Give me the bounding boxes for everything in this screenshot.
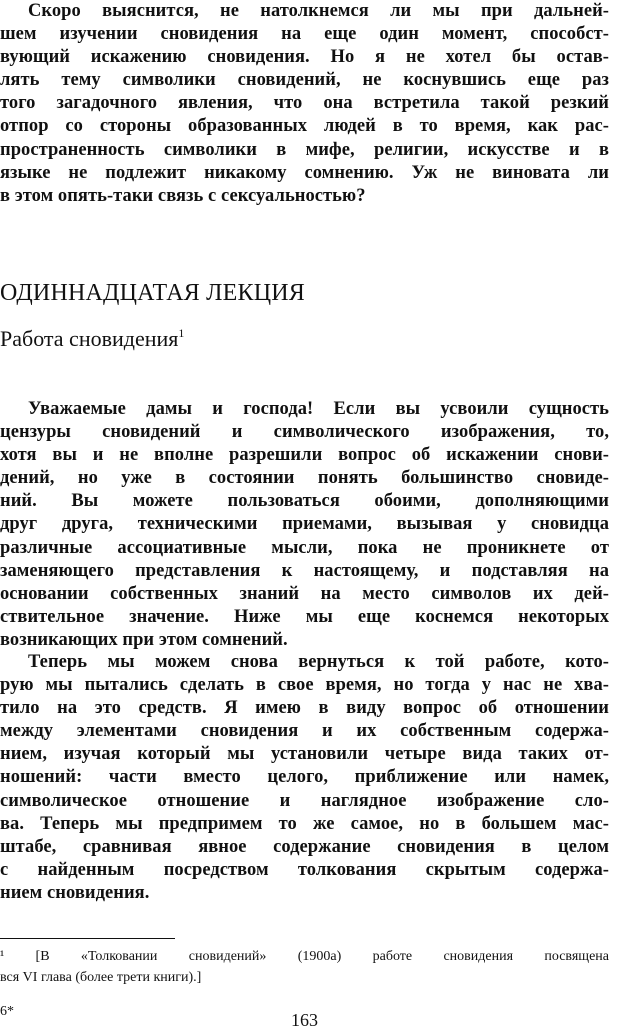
text-line: тило на это средств. Я имею в виду вопрос об отношении xyxy=(0,698,609,719)
text-line: основании собственных знаний на место символов их дей- xyxy=(0,583,609,604)
footnote-line: ¹ [В «Толковании сновидений» (1900а) работе сновидения посвящена xyxy=(0,949,609,964)
footnote-divider xyxy=(0,938,175,939)
text-line: с найденным посредством толкования скрытым содержа- xyxy=(0,859,609,880)
text-line: пространенность символики в мифе, религии, искусстве и в xyxy=(0,139,609,160)
text-line: рую мы пытались сделать в свое время, но тогда у нас не хва- xyxy=(0,675,609,696)
text-line: Уважаемые дамы и господа! Если вы усвоили сущность xyxy=(28,399,609,419)
text-line: символическое отношение и наглядное изображение сло- xyxy=(0,790,609,811)
paragraph-1 xyxy=(0,398,609,652)
text-line: ний. Вы можете пользоваться обоими, дополняющими xyxy=(0,491,609,512)
text-line: ствительное значение. Ниже мы еще коснемся некоторых xyxy=(0,606,609,627)
text-line: дений, но уже в состоянии понять большинство сновиде- xyxy=(0,468,609,489)
text-line: заменяющего представления к настоящему, и подставляя на xyxy=(0,560,609,581)
text-line: Скоро выяснится, не натолкнемся ли мы при дальней- xyxy=(28,1,609,21)
text-line: ношений: части вместо целого, приближение или намек, xyxy=(0,767,609,788)
text-line: языке не подлежит никакому сомнению. Уж не виновата ли xyxy=(0,162,609,183)
section-heading-text: Работа сновидения xyxy=(0,326,179,351)
text-line: друг друга, техническими приемами, вызывая у сновидца xyxy=(0,514,609,535)
footnote-marker: 1 xyxy=(178,326,185,340)
section-heading xyxy=(0,326,184,352)
text-line: цензуры сновидений и символического изображения, то, xyxy=(0,422,609,443)
text-line: ва. Теперь мы предпримем то же самое, но в большем мас- xyxy=(0,813,609,834)
paragraph-2 xyxy=(0,651,609,905)
text-line: вующий искажению сновидения. Но я не хотел бы остав- xyxy=(0,47,609,68)
text-line: возникающих при этом сомнений. xyxy=(0,629,288,650)
text-line: различные ассоциативные мысли, пока не проникнете от xyxy=(0,537,609,558)
text-line: между элементами сновидения и их собственным содержа- xyxy=(0,721,609,742)
footnote-line: вся VI глава (более трети книги).] xyxy=(0,970,202,985)
text-line: отпор со стороны образованных людей в то время, как рас- xyxy=(0,116,609,137)
text-line: того загадочного явления, что она встретила такой резкий xyxy=(0,93,609,114)
text-line: нием, изучая который мы установили четыре вида таких от- xyxy=(0,744,609,765)
page-number: 163 xyxy=(291,1010,318,1030)
text-line: хотя вы и не вполне разрешили вопрос об искажении снови- xyxy=(0,445,609,466)
text-line: нием сновидения. xyxy=(0,882,150,903)
footnote xyxy=(0,946,609,988)
text-line: в этом опять-таки связь с сексуальностью? xyxy=(0,185,366,206)
text-line: лять тему символики сновидений, не коснувшись еще раз xyxy=(0,70,609,91)
paragraph-top xyxy=(0,0,609,208)
text-line: шем изучении сновидения на еще один момент, способст- xyxy=(0,24,609,45)
lecture-heading: ОДИННАДЦАТАЯ ЛЕКЦИЯ xyxy=(0,280,305,306)
signature-mark: 6* xyxy=(0,1004,14,1019)
text-line: Теперь мы можем снова вернуться к той работе, кото- xyxy=(28,652,609,672)
text-line: штабе, сравнивая явное содержание сновидения в целом xyxy=(0,836,609,857)
